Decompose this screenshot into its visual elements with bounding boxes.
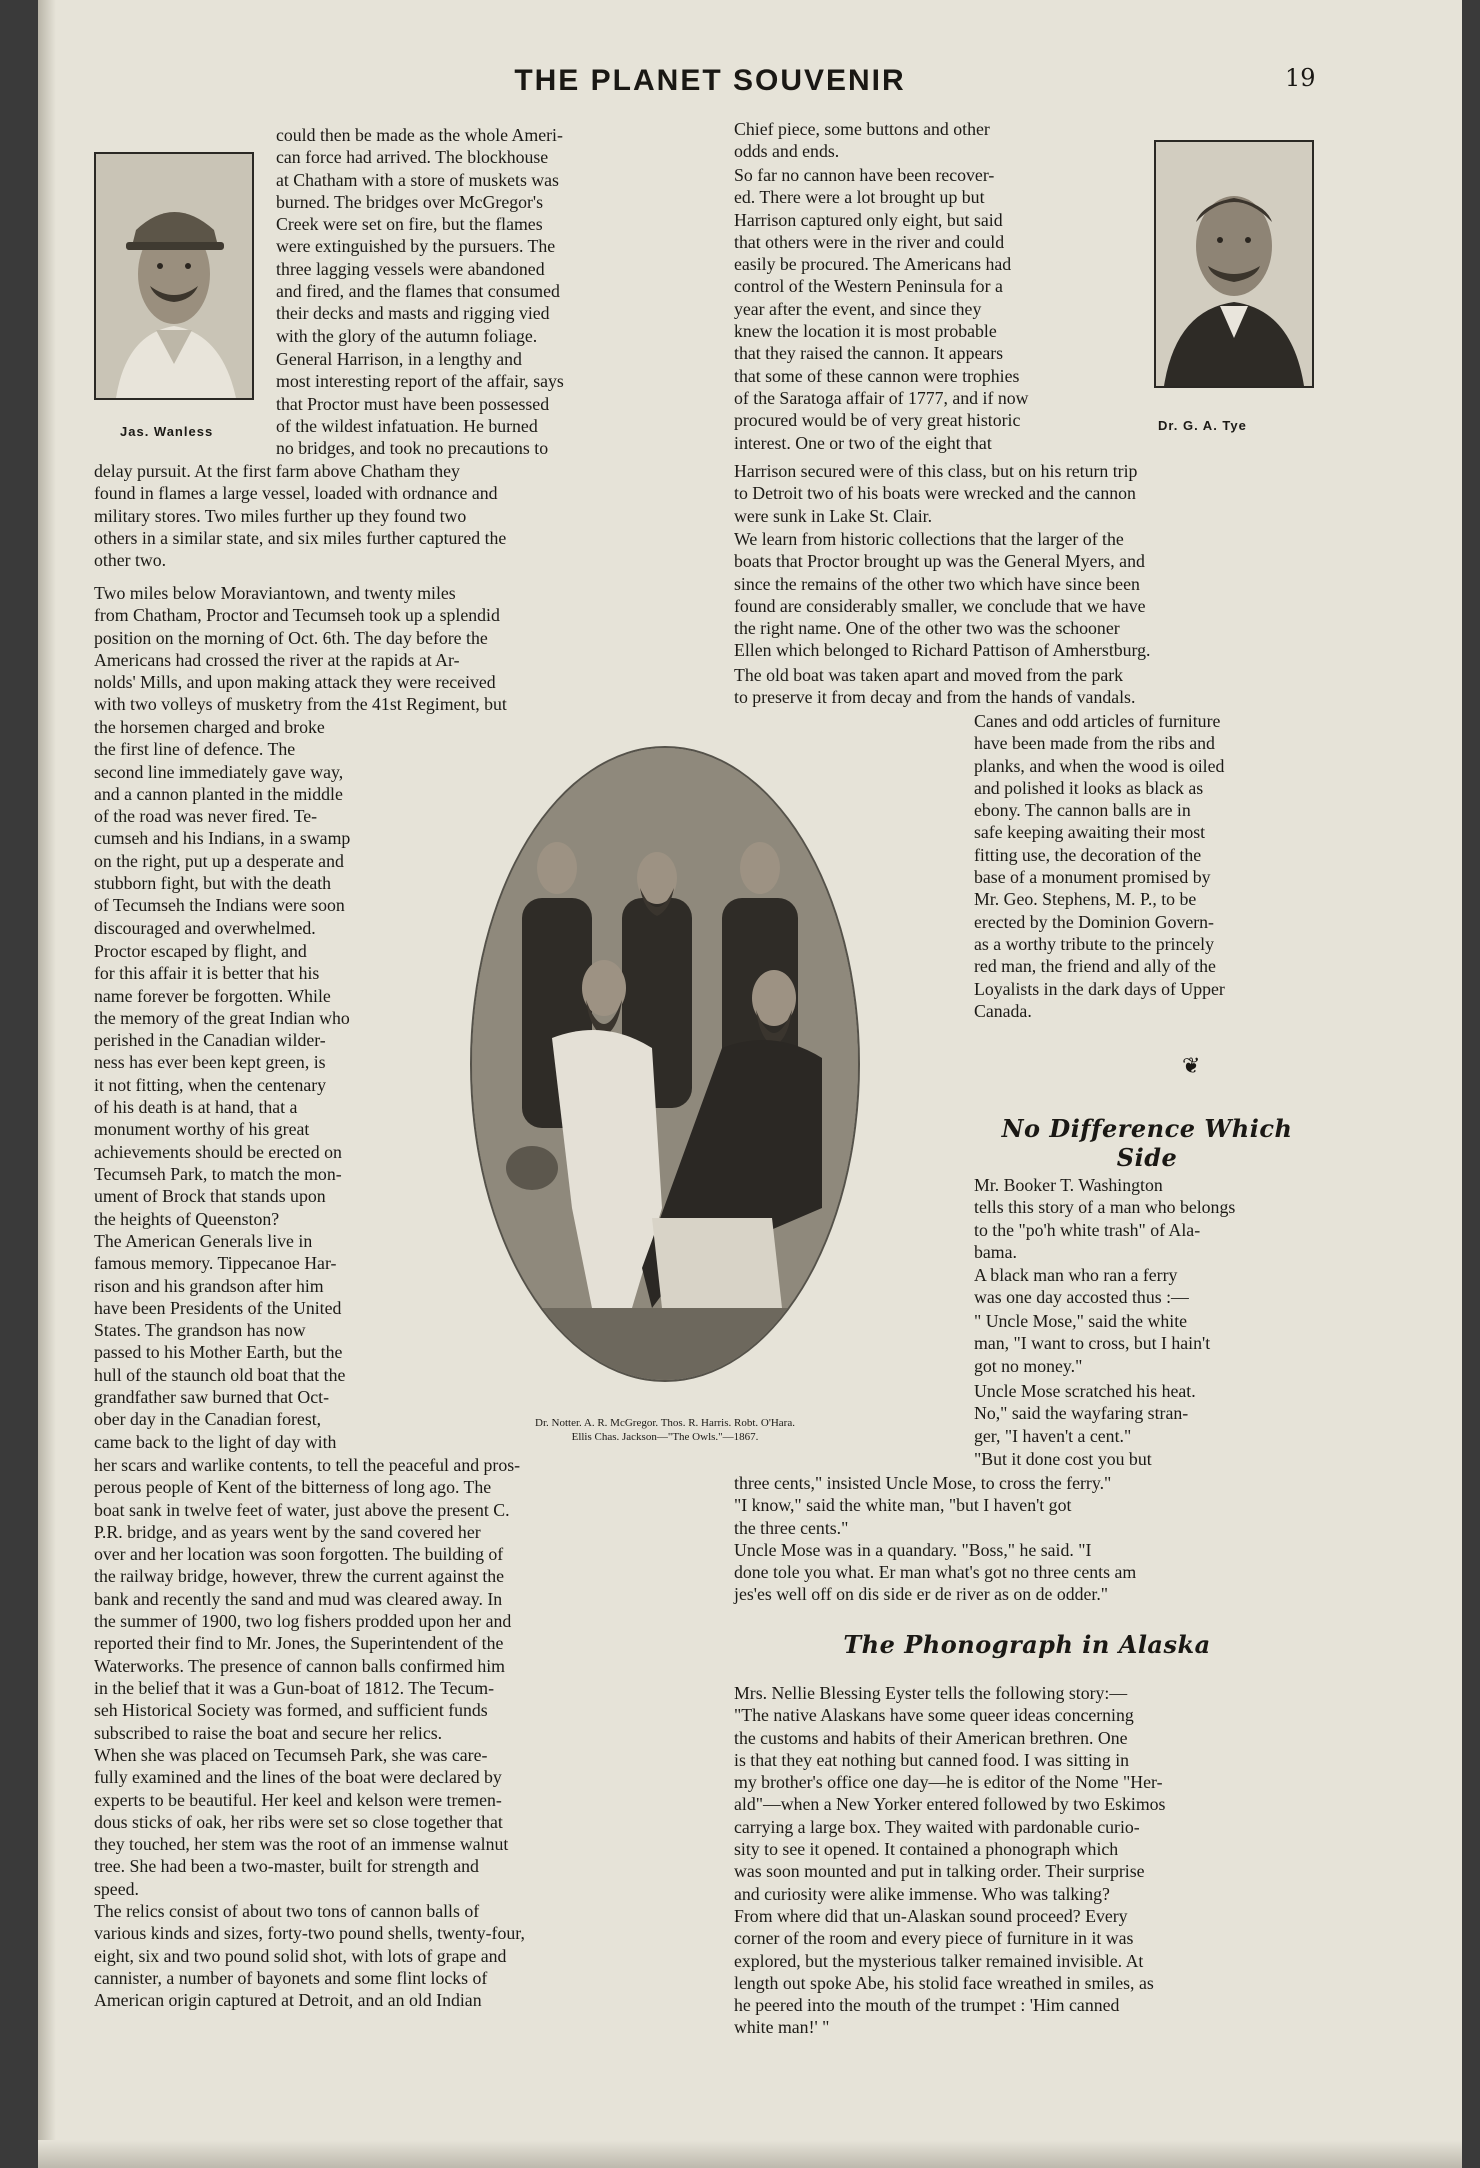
left-col-paragraph-4: Proctor escaped by flight, and for this affair it is better that his name forever be forgotten. While the memory of the great Indian who perished in the Canadian wilder- ness has ever been kept green, is it not fitting, when the centenary of his death is at hand, that a monument worthy of his great achievements should be erected on Tecumseh Park, to match the mon- ument of Brock that stands upon the heights of Queenston? bbox=[94, 941, 350, 1229]
right-col-paragraph-1: Chief piece, some buttons and other odds and ends. bbox=[734, 119, 990, 162]
phonograph-body: Mrs. Nellie Blessing Eyster tells the following story:— "The native Alaskans have some queer ideas concerning the customs and habits of their American brethren. One is that they eat nothing but canned food. I was sitting in my brother's office one day—he is editor of the Nome "Her- ald"—when a New Yorker entered followed by two Eskimos carrying a large box. They waited with pardonable curio- sity to see it opened. It contained a phonograph which was soon mounted and put in talking order. Their surprise and curiosity were alike immense. Who was talking? From where did that un-Alaskan sound proceed? Every corner of the room and every piece of furniture in it was explored, but the mysterious talker remained invisible. At length out spoke Abe, his stolid face wreathed in smiles, as he peered into the mouth of the trumpet : 'Him canned white man!' " bbox=[734, 1683, 1166, 2038]
right-col-paragraph-4b: Canes and odd articles of furniture have been made from the ribs and planks, and when the wood is oiled and polished it looks as black as ebony. The cannon balls are in safe keeping awaiting their most fitting use, the decoration of the base of a monument promised by Mr. Geo. Stephens, M. P., to be erected by the Dominion Govern- as a worthy tribute to the princely red man, the friend and ally of the Loyalists in the dark days of Upper Canada. bbox=[974, 711, 1225, 1021]
no-difference-paragraph-1: Mr. Booker T. Washington tells this story of a man who belongs to the "po'h white trash" of Ala- bama. bbox=[974, 1175, 1236, 1262]
no-difference-paragraph-4: Uncle Mose scratched his heat. No," said the wayfaring stran- ger, "I haven't a cent." bbox=[974, 1381, 1196, 1446]
page-bottom-shadow bbox=[38, 2140, 1462, 2168]
fleuron-ornament: ❦ bbox=[1182, 1054, 1201, 1079]
left-col-paragraph-6: When she was placed on Tecumseh Park, she was care- fully examined and the lines of the boat were declared by experts to be beautiful. Her keel and kelson were tremen- dous sticks of oak, her ribs were set so close together that they touched, her stem was the root of an immense walnut tree. She had been a two-master, built for strength and speed. bbox=[94, 1745, 509, 1899]
group-photo-illustration bbox=[472, 748, 858, 1380]
portrait-illustration bbox=[1156, 142, 1312, 386]
portrait-illustration bbox=[96, 154, 252, 398]
portrait-caption-left: Jas. Wanless bbox=[120, 424, 214, 439]
portrait-jas-wanless bbox=[94, 152, 254, 400]
running-head-title: THE PLANET SOUVENIR bbox=[514, 64, 906, 97]
article-heading-phonograph: The Phonograph in Alaska bbox=[843, 1630, 1211, 1659]
left-col-paragraph-2b: delay pursuit. At the first farm above Chatham they found in flames a large vessel, loaded with ordnance and military stores. Two miles further up they found two others in a similar state, and six miles further captured the other two. bbox=[94, 461, 507, 571]
right-col-paragraph-2: So far no cannon have been recover- ed. There were a lot brought up but Harrison captured only eight, but said that others were in the river and could easily be procured. The Americans had control of the Western Peninsula for a year after the event, and since they knew the location it is most probable that they raised the cannon. It appears that some of these cannon were trophies of the Saratoga affair of 1777, and if now procured would be of very great historic interest. One or two of the eight that bbox=[734, 165, 1029, 453]
left-col-paragraph-2a: General Harrison, in a lengthy and most interesting report of the affair, says that Proctor must have been possessed of the wildest infatuation. He burned no bridges, and took no precautions to bbox=[276, 349, 564, 459]
right-col-paragraph-2b: Harrison secured were of this class, but on his return trip to Detroit two of his boats were wrecked and the cannon were sunk in Lake St. Clair. bbox=[734, 461, 1138, 526]
portrait-dr-tye bbox=[1154, 140, 1314, 388]
left-col-paragraph-7: The relics consist of about two tons of cannon balls of various kinds and sizes, forty-two pound shells, twenty-four, eight, six and two pound solid shot, with lots of grape and cannister, a number of bayonets and some flint locks of American origin captured at Detroit, and an old Indian bbox=[94, 1901, 525, 2011]
page-number: 19 bbox=[1285, 64, 1316, 92]
no-difference-paragraph-2: A black man who ran a ferry was one day accosted thus :— bbox=[974, 1265, 1189, 1308]
no-difference-paragraph-5b: three cents," insisted Uncle Mose, to cross the ferry." "I know," said the white man, "but I haven't got the three cents." Uncle Mose was in a quandary. "Boss," he said. "I done tole you what. Er man what's got no three cents am jes'es well off on dis side er de river as on de odder." bbox=[734, 1473, 1137, 1605]
article-heading-no-difference: No Difference Which Side bbox=[1001, 1114, 1293, 1172]
group-photo-caption: Dr. Notter. A. R. McGregor. Thos. R. Harris. Robt. O'Hara. Ellis Chas. Jackson—"The Owls."—1867. bbox=[535, 1417, 795, 1443]
left-col-paragraph-5b: her scars and warlike contents, to tell the peaceful and pros- perous people of Kent of the bitterness of long ago. The boat sank in twelve feet of water, just above the present C. P.R. bridge, and as years went by the sand covered her over and her location was soon forgotten. The building of the railway bridge, however, threw the current against the bank and recently the sand and mud was cleared away. In the summer of 1900, two log fishers prodded upon her and reported their find to Mr. Jones, the Superintendent of the Waterworks. The presence of cannon balls confirmed him in the belief that it was a Gun-boat of 1812. The Tecum- seh Historical Society was formed, and sufficient funds subscribed to raise the boat and secure her relics. bbox=[94, 1455, 521, 1743]
right-col-paragraph-3: We learn from historic collections that the larger of the boats that Proctor brought up was the General Myers, and since the remains of the other two which have since been found are considerably smaller, we conclude that we have the right name. One of the other two was the schooner Ellen which belonged to Richard Pattison of Amherstburg. bbox=[734, 529, 1151, 661]
right-col-paragraph-4: The old boat was taken apart and moved from the park to preserve it from decay and from the hands of vandals. bbox=[734, 665, 1136, 708]
no-difference-paragraph-5: "But it done cost you but bbox=[974, 1449, 1152, 1469]
portrait-caption-right: Dr. G. A. Tye bbox=[1158, 418, 1247, 433]
left-col-paragraph-3b: the horsemen charged and broke the first line of defence. The second line immediately gave way, and a cannon planted in the middle of the road was never fired. Te- cumseh and his Indians, in a swamp on the right, put up a desperate and stubborn fight, but with the death of Tecumseh the Indians were soon discouraged and overwhelmed. bbox=[94, 717, 351, 938]
left-col-paragraph-3: Two miles below Moraviantown, and twenty miles from Chatham, Proctor and Tecumseh took up a splendid position on the morning of Oct. 6th. The day before the Americans had crossed the river at the rapids at Ar- nolds' Mills, and upon making attack they were received with two volleys of musketry from the 41st Regiment, but bbox=[94, 583, 507, 715]
page-edge-shadow bbox=[38, 0, 56, 2168]
left-col-paragraph-1: could then be made as the whole Ameri- can force had arrived. The blockhouse at Chatham with a store of muskets was burned. The bridges over McGregor's Creek were set on fire, but the flames were extinguished by the pursuers. The three lagging vessels were abandoned and fired, and the flames that consumed their decks and masts and rigging vied with the glory of the autumn foliage. bbox=[276, 125, 563, 346]
no-difference-paragraph-3: " Uncle Mose," said the white man, "I want to cross, but I hain't got no money." bbox=[974, 1311, 1211, 1376]
left-col-paragraph-5: The American Generals live in famous memory. Tippecanoe Har- rison and his grandson after him have been Presidents of the United States. The grandson has now passed to his Mother Earth, but the hull of the staunch old boat that the grandfather saw burned that Oct- ober day in the Canadian forest, came back to the light of day with bbox=[94, 1231, 346, 1452]
group-photograph-the-owls bbox=[472, 748, 858, 1380]
